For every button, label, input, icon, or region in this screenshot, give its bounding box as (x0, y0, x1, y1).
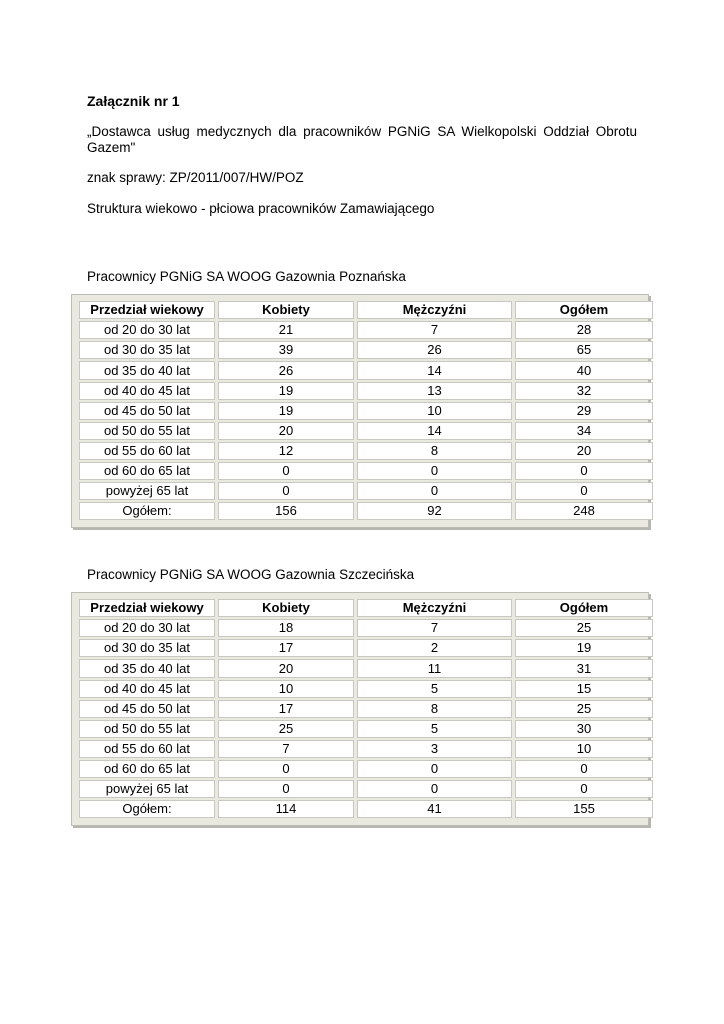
cell-men: 10 (357, 402, 512, 420)
cell-age-range: od 30 do 35 lat (79, 341, 215, 359)
cell-men: 7 (357, 321, 512, 339)
table-row (79, 361, 653, 380)
table-total-row (79, 502, 653, 520)
cell-age-range: od 55 do 60 lat (79, 740, 215, 758)
cell-total: 34 (515, 422, 653, 440)
header-women: Kobiety (218, 599, 354, 617)
cell-men: 0 (357, 462, 512, 480)
cell-women: 0 (218, 462, 354, 480)
table-row (79, 700, 653, 718)
cell-age-range: od 60 do 65 lat (79, 760, 215, 778)
cell-men: 0 (357, 780, 512, 798)
page-title: Załącznik nr 1 (87, 93, 180, 109)
cell-total: 0 (515, 760, 653, 778)
cell-age-range: od 35 do 40 lat (79, 361, 215, 380)
cell-total: 25 (515, 700, 653, 718)
cell-age-range: powyżej 65 lat (79, 482, 215, 500)
header-women: Kobiety (218, 301, 354, 319)
cell-women: 17 (218, 700, 354, 718)
cell-women: 21 (218, 321, 354, 339)
cell-women: 19 (218, 382, 354, 400)
cell-women: 20 (218, 422, 354, 440)
header-age-range: Przedział wiekowy (79, 301, 215, 319)
cell-men: 3 (357, 740, 512, 758)
cell-women: 26 (218, 361, 354, 380)
cell-total: 32 (515, 382, 653, 400)
table-row (79, 482, 653, 500)
cell-total: 155 (515, 800, 653, 818)
cell-men: 0 (357, 482, 512, 500)
cell-women: 156 (218, 502, 354, 520)
header-men: Mężczyźni (357, 301, 512, 319)
cell-total: 0 (515, 482, 653, 500)
cell-men: 41 (357, 800, 512, 818)
cell-men: 7 (357, 619, 512, 637)
cell-total: 10 (515, 740, 653, 758)
cell-women: 0 (218, 482, 354, 500)
cell-women: 17 (218, 639, 354, 657)
cell-women: 39 (218, 341, 354, 359)
table-row (79, 321, 653, 339)
table-1-title: Pracownicy PGNiG SA WOOG Gazownia Poznańska (87, 269, 406, 284)
table-header-row (79, 301, 653, 319)
header-total: Ogółem (515, 301, 653, 319)
cell-women: 0 (218, 780, 354, 798)
table-row (79, 760, 653, 778)
cell-women: 20 (218, 659, 354, 678)
cell-men: 26 (357, 341, 512, 359)
table-1 (76, 299, 656, 522)
cell-total: 15 (515, 680, 653, 698)
cell-men: 13 (357, 382, 512, 400)
cell-age-range: Ogółem: (79, 502, 215, 520)
cell-women: 10 (218, 680, 354, 698)
table-total-row (79, 800, 653, 818)
cell-total: 19 (515, 639, 653, 657)
table-header-row (79, 599, 653, 617)
cell-age-range: od 20 do 30 lat (79, 321, 215, 339)
cell-age-range: od 35 do 40 lat (79, 659, 215, 678)
table-row (79, 462, 653, 480)
cell-age-range: powyżej 65 lat (79, 780, 215, 798)
cell-total: 248 (515, 502, 653, 520)
cell-men: 11 (357, 659, 512, 678)
cell-age-range: od 40 do 45 lat (79, 382, 215, 400)
cell-men: 8 (357, 700, 512, 718)
cell-age-range: Ogółem: (79, 800, 215, 818)
cell-total: 40 (515, 361, 653, 380)
cell-men: 14 (357, 361, 512, 380)
cell-age-range: od 45 do 50 lat (79, 700, 215, 718)
cell-age-range: od 20 do 30 lat (79, 619, 215, 637)
table-row (79, 659, 653, 678)
cell-age-range: od 55 do 60 lat (79, 442, 215, 460)
cell-age-range: od 50 do 55 lat (79, 422, 215, 440)
cell-women: 12 (218, 442, 354, 460)
cell-total: 31 (515, 659, 653, 678)
cell-total: 0 (515, 780, 653, 798)
table-row (79, 720, 653, 738)
table-row (79, 422, 653, 440)
cell-total: 65 (515, 341, 653, 359)
header-total: Ogółem (515, 599, 653, 617)
table-2 (76, 597, 656, 820)
cell-men: 92 (357, 502, 512, 520)
cell-women: 25 (218, 720, 354, 738)
table-2-frame (71, 592, 649, 826)
cell-total: 20 (515, 442, 653, 460)
header-men: Mężczyźni (357, 599, 512, 617)
cell-women: 7 (218, 740, 354, 758)
table-row (79, 639, 653, 657)
cell-age-range: od 50 do 55 lat (79, 720, 215, 738)
cell-men: 5 (357, 720, 512, 738)
table-row (79, 442, 653, 460)
cell-men: 5 (357, 680, 512, 698)
table-row (79, 341, 653, 359)
cell-age-range: od 45 do 50 lat (79, 402, 215, 420)
cell-total: 25 (515, 619, 653, 637)
cell-women: 114 (218, 800, 354, 818)
table-row (79, 780, 653, 798)
cell-women: 18 (218, 619, 354, 637)
cell-men: 0 (357, 760, 512, 778)
cell-total: 28 (515, 321, 653, 339)
structure-title: Struktura wiekowo - płciowa pracowników Zamawiającego (87, 201, 435, 216)
cell-total: 29 (515, 402, 653, 420)
table-row (79, 402, 653, 420)
table-row (79, 382, 653, 400)
case-number: znak sprawy: ZP/2011/007/HW/POZ (87, 170, 304, 185)
cell-age-range: od 60 do 65 lat (79, 462, 215, 480)
cell-age-range: od 30 do 35 lat (79, 639, 215, 657)
header-age-range: Przedział wiekowy (79, 599, 215, 617)
cell-age-range: od 40 do 45 lat (79, 680, 215, 698)
table-row (79, 619, 653, 637)
table-row (79, 680, 653, 698)
cell-total: 0 (515, 462, 653, 480)
cell-total: 30 (515, 720, 653, 738)
table-2-title: Pracownicy PGNiG SA WOOG Gazownia Szczecińska (87, 567, 415, 582)
order-subject: „Dostawca usług medycznych dla pracowników PGNiG SA Wielkopolski Oddział Obrotu Gazem" (87, 124, 637, 155)
cell-men: 8 (357, 442, 512, 460)
cell-women: 19 (218, 402, 354, 420)
cell-women: 0 (218, 760, 354, 778)
table-1-frame (71, 294, 649, 528)
cell-men: 14 (357, 422, 512, 440)
table-row (79, 740, 653, 758)
cell-men: 2 (357, 639, 512, 657)
